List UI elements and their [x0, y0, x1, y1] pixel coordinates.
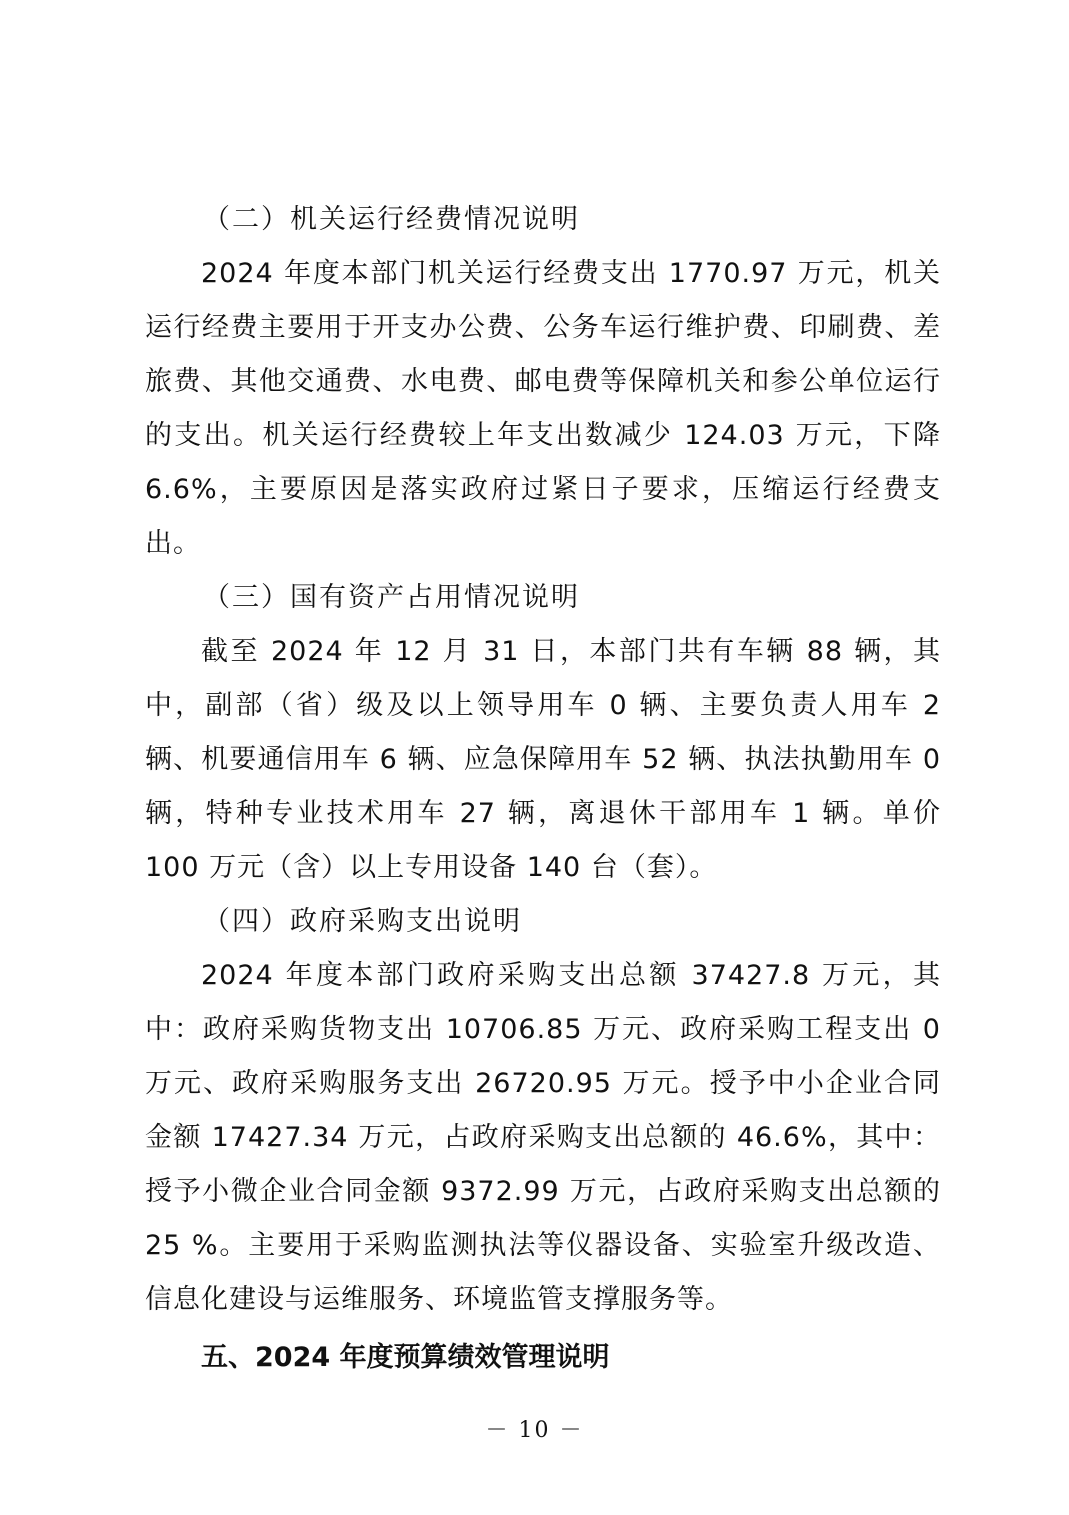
- paragraph-operating-expenses: 2024 年度本部门机关运行经费支出 1770.97 万元，机关运行经费主要用于开支办公费、公务车运行维护费、印刷费、差旅费、其他交通费、水电费、邮电费等保障机关和参公单位运行的支出。机关运行经费较上年支出数减少 124.03 万元，下降 6.6%，主要原因是落实政府过紧日子要求，压缩运行经费支出。: [145, 258, 941, 559]
- subsection-heading-state-assets: （三）国有资产占用情况说明: [203, 582, 580, 613]
- subsection-heading-government-procurement: （四）政府采购支出说明: [203, 906, 522, 937]
- section-title-performance-management: 五、2024 年度预算绩效管理说明: [201, 1342, 610, 1373]
- subsection-heading-operating-expenses: （二）机关运行经费情况说明: [203, 204, 580, 235]
- page-content: [145, 193, 941, 1385]
- paragraph-state-assets: 截至 2024 年 12 月 31 日，本部门共有车辆 88 辆，其中，副部（省）级及以上领导用车 0 辆、主要负责人用车 2 辆、机要通信用车 6 辆、应急保障用车 52 辆、执法执勤用车 0 辆，特种专业技术用车 27 辆，离退休干部用车 1 辆。单价 100 万元（含）以上专用设备 140 台（套）。: [145, 636, 941, 883]
- page-number: － 10 －: [485, 1418, 584, 1443]
- paragraph-government-procurement: 2024 年度本部门政府采购支出总额 37427.8 万元，其中：政府采购货物支出 10706.85 万元、政府采购工程支出 0 万元、政府采购服务支出 26720.95 万元。授予中小企业合同金额 17427.34 万元，占政府采购支出总额的 46.6%，其中：授予小微企业合同金额 9372.99 万元，占政府采购支出总额的 25 %。主要用于采购监测执法等仪器设备、实验室升级改造、信息化建设与运维服务、环境监管支撑服务等。: [145, 960, 941, 1315]
